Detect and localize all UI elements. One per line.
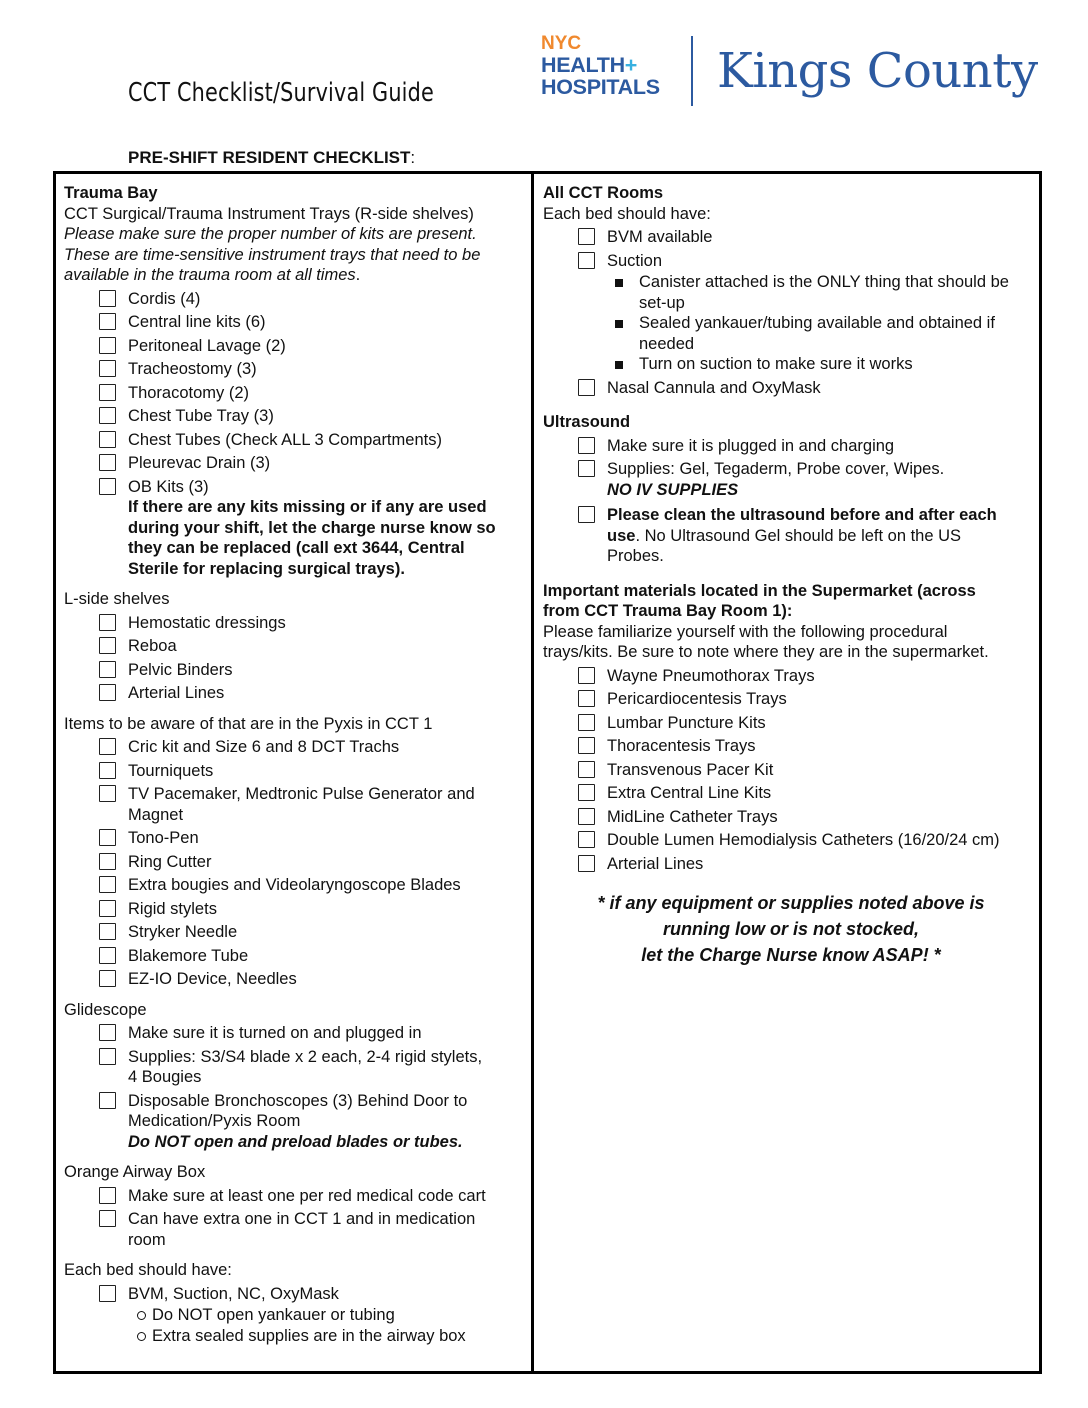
checklist-item-extra-central-line[interactable]: Extra Central Line Kits [543, 783, 1039, 804]
checklist-item-bvm-available[interactable]: BVM available [543, 227, 1039, 248]
sub-bullet-item: Do NOT open yankauer or tubing [64, 1305, 529, 1326]
all-cct-rooms-subheading: Each bed should have: [543, 204, 711, 223]
checklist-item-cordis[interactable]: Cordis (4) [64, 289, 529, 310]
square-bullet-icon [615, 361, 623, 369]
checklist-item-nasal-cannula[interactable]: Nasal Cannula and OxyMask [543, 378, 1039, 399]
checkbox[interactable] [99, 1187, 116, 1204]
checkbox[interactable] [578, 690, 595, 707]
trauma-warning-line: they can be replaced (call ext 3644, Central [128, 539, 465, 557]
checklist-item-chest-tubes[interactable]: Chest Tubes (Check ALL 3 Compartments) [64, 430, 529, 451]
checklist-item-central-line-kits[interactable]: Central line kits (6) [64, 312, 529, 333]
checkbox[interactable] [99, 876, 116, 893]
checkbox[interactable] [99, 661, 116, 678]
checkbox[interactable] [578, 761, 595, 778]
checkbox[interactable] [578, 460, 595, 477]
orange-airway-box-section [64, 1162, 529, 1250]
checkbox[interactable] [99, 1210, 116, 1227]
square-bullet-icon [615, 320, 623, 328]
checklist-item-pleurevac-drain[interactable]: Pleurevac Drain (3) [64, 453, 529, 474]
checkbox[interactable] [578, 737, 595, 754]
checkbox[interactable] [578, 252, 595, 269]
sub-bullet-item: Canister attached is the ONLY thing that should be set-up [543, 272, 1039, 313]
checkbox[interactable] [99, 431, 116, 448]
all-cct-rooms-section [543, 183, 1039, 398]
checklist-item-pericardiocentesis[interactable]: Pericardiocentesis Trays [543, 689, 1039, 710]
checkbox[interactable] [99, 290, 116, 307]
checkbox[interactable] [99, 923, 116, 940]
supermarket-heading: from CCT Trauma Bay Room 1): [543, 602, 793, 620]
sub-bullet-item: Sealed yankauer/tubing available and obtained if needed [543, 313, 1039, 354]
checklist-item-tourniquets[interactable]: Tourniquets [64, 761, 529, 782]
trauma-note-line: available in the trauma room at all times. [64, 266, 361, 284]
checklist-item-pelvic-binders[interactable]: Pelvic Binders [64, 660, 529, 681]
checklist-item-arterial-lines[interactable]: Arterial Lines [64, 683, 529, 704]
supermarket-description: Please familiarize yourself with the following procedural [543, 622, 948, 641]
checkbox[interactable] [99, 1048, 116, 1065]
checkbox[interactable] [578, 784, 595, 801]
checklist-item-thoracentesis[interactable]: Thoracentesis Trays [543, 736, 1039, 757]
checklist-item-ob-kits[interactable]: OB Kits (3) If there are any kits missing or if any are used during your shift, let the charge nurse know so they can be replaced (call ext 3644, Central Sterile for replacing surgical trays). [64, 477, 529, 580]
sub-bullet-item: Extra sealed supplies are in the airway box [64, 1326, 529, 1347]
checklist-item-cric-kit[interactable]: Cric kit and Size 6 and 8 DCT Trachs [64, 737, 529, 758]
checklist-item-midline-catheter[interactable]: MidLine Catheter Trays [543, 807, 1039, 828]
checkbox[interactable] [99, 684, 116, 701]
each-bed-heading: Each bed should have: [64, 1261, 232, 1279]
checkbox[interactable] [99, 478, 116, 495]
logo-hospitals-text: HOSPITALS [541, 75, 660, 99]
checkbox[interactable] [578, 855, 595, 872]
logo-divider [691, 36, 693, 106]
checkbox[interactable] [99, 762, 116, 779]
logo-plus-icon: + [624, 53, 638, 77]
column-divider [531, 171, 534, 1374]
checklist-item-extra-bougies[interactable]: Extra bougies and Videolaryngoscope Blades [64, 875, 529, 896]
logo-nyc-text: NYC [541, 33, 582, 54]
checklist-item-peritoneal-lavage[interactable]: Peritoneal Lavage (2) [64, 336, 529, 357]
checkbox[interactable] [99, 1024, 116, 1041]
checkbox[interactable] [578, 506, 595, 523]
checkbox[interactable] [99, 1285, 116, 1302]
pyxis-section [64, 714, 529, 990]
checkbox[interactable] [99, 384, 116, 401]
left-column [64, 183, 529, 1356]
checklist-item-stryker-needle[interactable]: Stryker Needle [64, 922, 529, 943]
checklist-item-lumbar-puncture[interactable]: Lumbar Puncture Kits [543, 713, 1039, 734]
checkbox[interactable] [578, 808, 595, 825]
checkbox[interactable] [99, 738, 116, 755]
checklist-item-suction[interactable]: Suction [543, 251, 1039, 272]
airway-box-heading: Orange Airway Box [64, 1163, 206, 1181]
checklist-item-bvm-suction-nc[interactable]: BVM, Suction, NC, OxyMask [64, 1284, 529, 1305]
checkbox[interactable] [99, 313, 116, 330]
ultrasound-section [543, 412, 1039, 567]
trauma-note-line: These are time-sensitive instrument trays that need to be [64, 245, 481, 264]
checklist-item-transvenous-pacer[interactable]: Transvenous Pacer Kit [543, 760, 1039, 781]
checklist-item-thoracotomy[interactable]: Thoracotomy (2) [64, 383, 529, 404]
checkbox[interactable] [99, 614, 116, 631]
right-column [543, 183, 1039, 968]
checkbox[interactable] [578, 228, 595, 245]
all-cct-rooms-heading: All CCT Rooms [543, 184, 664, 202]
checklist-item-hemostatic-dressings[interactable]: Hemostatic dressings [64, 613, 529, 634]
checkbox[interactable] [99, 1092, 116, 1109]
trauma-bay-subheading: CCT Surgical/Trauma Instrument Trays (R-side shelves) [64, 204, 474, 223]
logo-facility-name: Kings County [717, 43, 1038, 99]
checkbox[interactable] [99, 360, 116, 377]
checkbox[interactable] [99, 900, 116, 917]
checklist-item-ring-cutter[interactable]: Ring Cutter [64, 852, 529, 873]
checkbox[interactable] [578, 831, 595, 848]
charge-nurse-reminder: * if any equipment or supplies noted above is running low or is not stocked, let the Charge Nurse know ASAP! * [597, 893, 985, 965]
glidescope-warning: Do NOT open and preload blades or tubes. [128, 1132, 463, 1151]
checkbox[interactable] [578, 714, 595, 731]
each-bed-section [64, 1260, 529, 1346]
checkbox[interactable] [99, 970, 116, 987]
checklist-item-glidescope-plugged-in[interactable]: Make sure it is turned on and plugged in [64, 1023, 529, 1044]
trauma-bay-section [64, 183, 529, 579]
section-heading: PRE-SHIFT RESIDENT CHECKLIST: [128, 148, 416, 167]
checkbox[interactable] [99, 337, 116, 354]
no-iv-supplies-note: NO IV SUPPLIES [607, 480, 739, 499]
checkbox[interactable] [99, 853, 116, 870]
logo-health-text: HEALTH+ [541, 53, 638, 77]
checklist-item-airway-box-extra[interactable]: Can have extra one in CCT 1 and in medication room [64, 1209, 529, 1250]
checklist-item-tracheostomy[interactable]: Tracheostomy (3) [64, 359, 529, 380]
supermarket-section [543, 581, 1039, 875]
checklist-item-ez-io-device[interactable]: EZ-IO Device, Needles [64, 969, 529, 990]
checklist-item-wayne-pneumothorax[interactable]: Wayne Pneumothorax Trays [543, 666, 1039, 687]
checklist-item-ultrasound-supplies[interactable]: Supplies: Gel, Tegaderm, Probe cover, Wipes. NO IV SUPPLIES [543, 459, 1039, 500]
ultrasound-heading: Ultrasound [543, 413, 631, 431]
l-side-shelves-section [64, 589, 529, 704]
supermarket-heading: Important materials located in the Supermarket (across [543, 581, 976, 600]
trauma-warning-line: Sterile for replacing surgical trays). [128, 559, 405, 578]
checklist-item-ultrasound-charging[interactable]: Make sure it is plugged in and charging [543, 436, 1039, 457]
l-side-heading: L-side shelves [64, 590, 170, 608]
checklist-item-hemodialysis-catheters[interactable]: Double Lumen Hemodialysis Catheters (16/20/24 cm) [543, 830, 1039, 851]
circle-bullet-icon [137, 1332, 146, 1341]
checklist-item-tono-pen[interactable]: Tono-Pen [64, 828, 529, 849]
checklist-item-supermarket-arterial-lines[interactable]: Arterial Lines [543, 854, 1039, 875]
checkbox[interactable] [578, 437, 595, 454]
square-bullet-icon [615, 279, 623, 287]
checkbox[interactable] [99, 785, 116, 802]
checklist-item-rigid-stylets[interactable]: Rigid stylets [64, 899, 529, 920]
trauma-bay-heading: Trauma Bay [64, 184, 158, 202]
checklist-item-tv-pacemaker[interactable]: TV Pacemaker, Medtronic Pulse Generator and Magnet [64, 784, 529, 825]
checkbox[interactable] [578, 667, 595, 684]
checklist-item-reboa[interactable]: Reboa [64, 636, 529, 657]
checkbox[interactable] [578, 379, 595, 396]
circle-bullet-icon [137, 1311, 146, 1320]
checkbox[interactable] [99, 947, 116, 964]
checkbox[interactable] [99, 407, 116, 424]
glidescope-heading: Glidescope [64, 1000, 147, 1019]
checklist-item-blakemore-tube[interactable]: Blakemore Tube [64, 946, 529, 967]
glidescope-section [64, 1000, 529, 1153]
checklist-item-disposable-bronchoscopes[interactable]: Disposable Bronchoscopes (3) Behind Door to Medication/Pyxis Room Do NOT open and preload blades or tubes. [64, 1091, 529, 1153]
document-title: CCT Checklist/Survival Guide [128, 78, 434, 108]
supermarket-description: trays/kits. Be sure to note where they are in the supermarket. [543, 643, 989, 661]
trauma-warning-line: If there are any kits missing or if any are used [128, 498, 487, 516]
checklist-item-chest-tube-tray[interactable]: Chest Tube Tray (3) [64, 406, 529, 427]
nyc-health-hospitals-kings-county-logo [541, 34, 1051, 110]
sub-bullet-item: Turn on suction to make sure it works [543, 354, 1039, 375]
trauma-note-line: Please make sure the proper number of kits are present. [64, 225, 477, 243]
checklist-item-glidescope-supplies[interactable]: Supplies: S3/S4 blade x 2 each, 2-4 rigid stylets, 4 Bougies [64, 1047, 529, 1088]
checkbox[interactable] [99, 829, 116, 846]
trauma-warning-line: during your shift, let the charge nurse know so [128, 518, 496, 537]
checklist-item-airway-box-per-cart[interactable]: Make sure at least one per red medical code cart [64, 1186, 529, 1207]
pyxis-heading: Items to be aware of that are in the Pyxis in CCT 1 [64, 714, 433, 733]
checkbox[interactable] [99, 637, 116, 654]
checklist-item-clean-ultrasound[interactable]: Please clean the ultrasound before and after each use. No Ultrasound Gel should be left on the US Probes. [543, 505, 1039, 567]
checkbox[interactable] [99, 454, 116, 471]
